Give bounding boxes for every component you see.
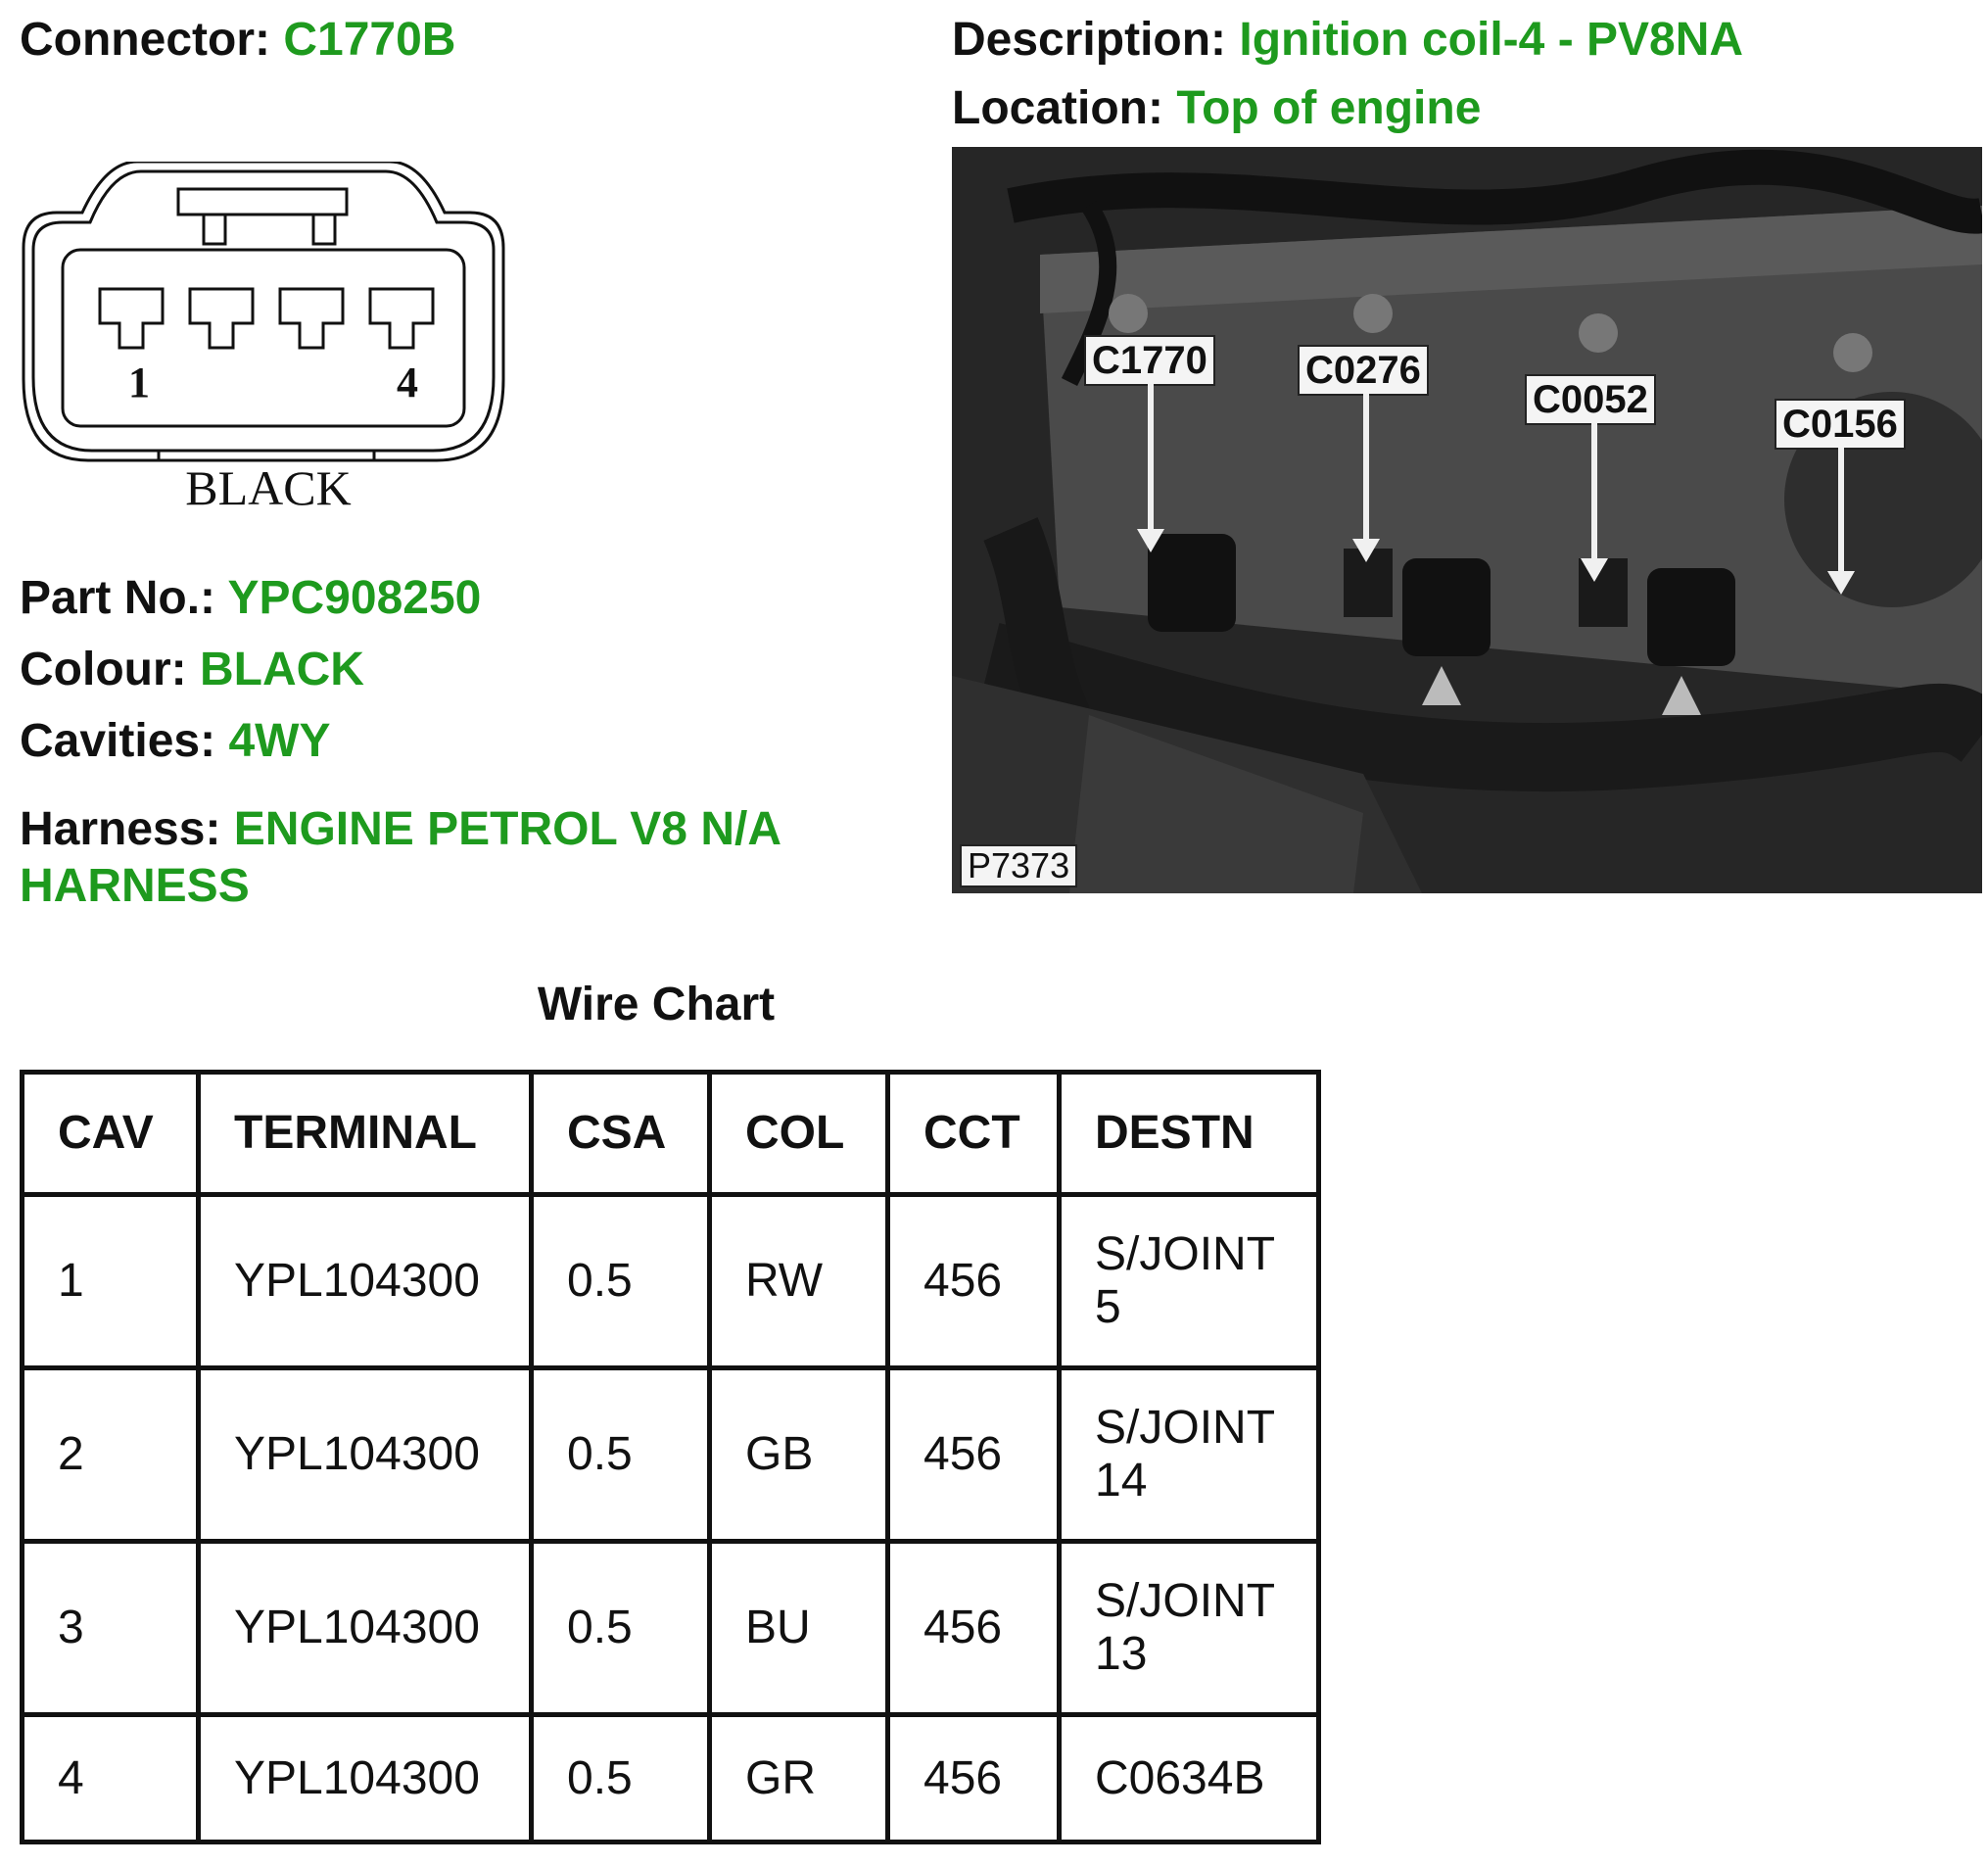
header-col: COL xyxy=(710,1073,888,1195)
connector-field xyxy=(20,12,455,69)
connector-label: Connector: xyxy=(20,14,270,66)
wire-chart-title: Wire Chart xyxy=(537,979,776,1030)
callout-c0156: C0156 xyxy=(1775,399,1906,450)
cell-terminal: YPL104300 xyxy=(199,1542,532,1715)
description-label: Description: xyxy=(952,14,1227,66)
cell-col: RW xyxy=(710,1195,888,1368)
part-no-field xyxy=(20,570,481,627)
table-row xyxy=(23,1715,1319,1842)
cell-cav: 1 xyxy=(23,1195,199,1368)
harness-field xyxy=(20,801,881,915)
engine-location-photo xyxy=(952,147,1982,893)
harness-value: ENGINE PETROL V8 N/A HARNESS xyxy=(20,803,781,912)
callout-c0052-arrow xyxy=(1591,423,1597,560)
header-csa: CSA xyxy=(532,1073,710,1195)
engine-photo-illustration xyxy=(952,147,1982,893)
cell-csa: 0.5 xyxy=(532,1715,710,1842)
cell-col: BU xyxy=(710,1542,888,1715)
photo-reference-id: P7373 xyxy=(960,844,1077,887)
cell-cct: 456 xyxy=(888,1715,1060,1842)
header-destn: DESTN xyxy=(1060,1073,1319,1195)
callout-c0276: C0276 xyxy=(1298,345,1429,396)
cell-csa: 0.5 xyxy=(532,1542,710,1715)
cavities-value: 4WY xyxy=(228,715,331,767)
callout-c1770: C1770 xyxy=(1084,335,1215,386)
header-cct: CCT xyxy=(888,1073,1060,1195)
callout-c1770-arrow xyxy=(1148,384,1154,531)
cell-destn xyxy=(1060,1368,1319,1542)
cell-col: GR xyxy=(710,1715,888,1842)
harness-label: Harness: xyxy=(20,803,221,855)
table-row xyxy=(23,1368,1319,1542)
callout-c0052: C0052 xyxy=(1525,374,1656,425)
cavities-field xyxy=(20,713,330,770)
cell-destn xyxy=(1060,1542,1319,1715)
colour-label: Colour: xyxy=(20,644,187,695)
cell-destn-text: S/JOINT 14 xyxy=(1095,1402,1275,1507)
cell-col: GB xyxy=(710,1368,888,1542)
diagram-colour-label: BLACK xyxy=(185,460,352,514)
cell-csa: 0.5 xyxy=(532,1368,710,1542)
wire-chart-table xyxy=(20,1070,1321,1844)
cavity-outlines xyxy=(100,289,433,348)
cell-terminal: YPL104300 xyxy=(199,1715,532,1842)
cell-cav: 4 xyxy=(23,1715,199,1842)
part-no-label: Part No.: xyxy=(20,572,216,624)
colour-value: BLACK xyxy=(199,644,364,695)
callout-c0276-arrow xyxy=(1363,394,1369,541)
cell-cav: 2 xyxy=(23,1368,199,1542)
cell-cct: 456 xyxy=(888,1542,1060,1715)
description-value: Ignition coil-4 - PV8NA xyxy=(1239,14,1744,66)
cell-csa: 0.5 xyxy=(532,1195,710,1368)
cell-cct: 456 xyxy=(888,1195,1060,1368)
pin-4-label: 4 xyxy=(397,359,418,407)
connector-face-diagram xyxy=(22,162,521,514)
location-value: Top of engine xyxy=(1176,82,1482,134)
table-header-row xyxy=(23,1073,1319,1195)
header-terminal: TERMINAL xyxy=(199,1073,532,1195)
location-label: Location: xyxy=(952,82,1163,134)
cavities-label: Cavities: xyxy=(20,715,216,767)
part-no-value: YPC908250 xyxy=(227,572,482,624)
pin-1-label: 1 xyxy=(128,359,150,407)
cell-cct: 456 xyxy=(888,1368,1060,1542)
colour-field xyxy=(20,642,364,698)
description-field xyxy=(952,12,1743,69)
cell-destn-text: S/JOINT 5 xyxy=(1095,1228,1275,1333)
cell-destn-text: C0634B xyxy=(1095,1751,1265,1804)
table-row xyxy=(23,1542,1319,1715)
callout-c0156-arrow xyxy=(1838,448,1844,573)
cell-destn xyxy=(1060,1195,1319,1368)
cell-cav: 3 xyxy=(23,1542,199,1715)
header-cav: CAV xyxy=(23,1073,199,1195)
cell-terminal: YPL104300 xyxy=(199,1195,532,1368)
location-field xyxy=(952,80,1481,137)
cell-destn xyxy=(1060,1715,1319,1842)
table-row xyxy=(23,1195,1319,1368)
cell-terminal: YPL104300 xyxy=(199,1368,532,1542)
connector-value: C1770B xyxy=(283,14,456,66)
cell-destn-text: S/JOINT 13 xyxy=(1095,1575,1275,1680)
